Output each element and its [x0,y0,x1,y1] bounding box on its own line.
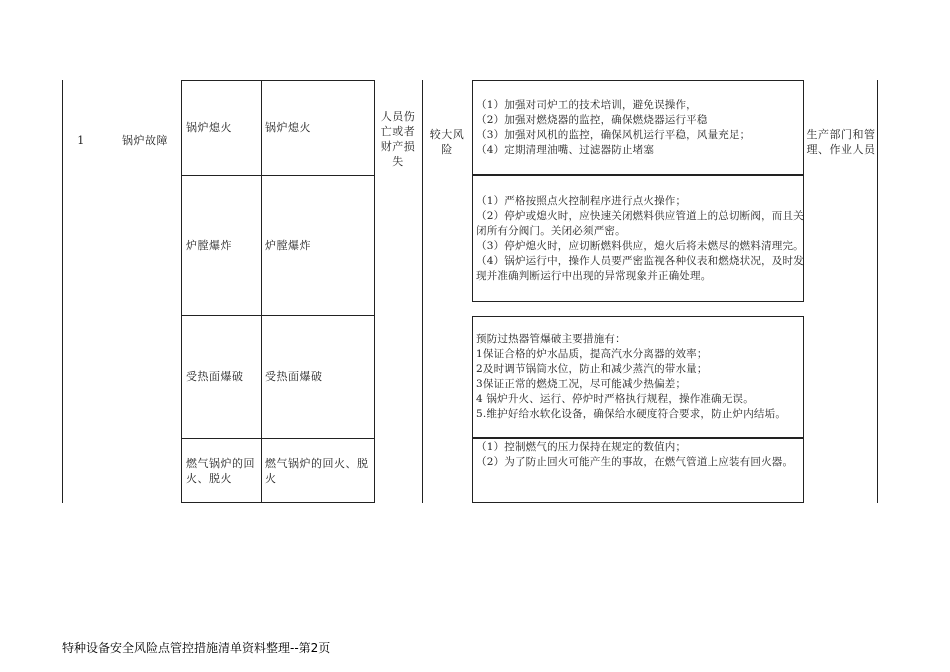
table-divider [877,80,878,503]
event-label: 受热面爆破 [265,370,323,383]
measures-list [476,318,804,436]
measure-item: （1）加强对司炉工的技术培训，避免误操作， [476,98,697,111]
event-label: 炉膛爆炸 [265,238,311,252]
event-label: 燃气锅炉的回火、脱火 [265,456,369,485]
measure-item: （1）控制燃气的压力保持在规定的数值内； [476,441,687,453]
risk-level-label: 较大风险 [429,128,465,156]
measure-item: 1保证合格的炉水品质，提高汽水分离器的效率； [476,348,708,360]
measure-item: 预防过热器管爆破主要措施有： [476,333,626,345]
measure-item: 5.维护好给水软化设备，确保给水硬度符合要求，防止炉内结垢。 [476,408,787,420]
row-number: 1 [77,133,85,147]
consequence-column-divider [422,80,423,503]
consequence-label: 人员伤亡或者财产损失 [380,110,416,168]
measure-item: （2）加强对燃烧器的监控，确保燃烧器运行平稳 [476,113,708,126]
hazard-label: 燃气锅炉的回火、脱火 [186,456,255,485]
hazard-column-divider [261,80,262,503]
hazard-label: 受热面爆破 [186,370,244,383]
measure-item: （1）严格按照点火控制程序进行点火操作； [476,194,687,207]
measure-item: （3）停炉熄火时，应切断燃料供应，熄火后将未燃尽的燃料清理完。 [476,239,804,252]
measures-list [476,440,804,490]
hazard-label: 锅炉熄火 [186,121,232,134]
measure-item: （4）锅炉运行中，操作人员要严密监视各种仪表和燃烧状况，及时发现并准确判断运行中出现的异常现象并正确处理。 [476,254,804,282]
measure-item: 2及时调节锅筒水位，防止和减少蒸汽的带水量； [476,363,708,375]
measure-item: 4 锅炉升火、运行、停炉时严格执行规程，操作准确无误。 [476,393,754,405]
hazard-label: 炉膛爆炸 [186,238,232,252]
responsible-label: 生产部门和管理、作业人员 [806,128,876,156]
measure-item: 3保证正常的燃烧工况，尽可能减少热偏差； [476,378,687,390]
measure-item: （2）停炉或熄火时，应快速关闭燃料供应管道上的总切断阀，而且关闭所有分阀门。关闭必须严密。 [476,209,804,237]
page-footer: 特种设备安全风险点管控措施清单资料整理--第2页 [62,641,331,655]
measures-list [476,82,804,173]
category-label: 锅炉故障 [122,133,168,147]
measure-item: （4）定期清理油嘴、过滤器防止堵塞 [476,143,655,156]
measure-item: （2）为了防止回火可能产生的事故，在燃气管道上应装有回火器。 [476,456,794,468]
measures-list [476,177,804,300]
event-label: 锅炉熄火 [265,121,311,134]
measure-item: （3）加强对风机的监控，确保风机运行平稳，风量充足； [476,128,751,141]
